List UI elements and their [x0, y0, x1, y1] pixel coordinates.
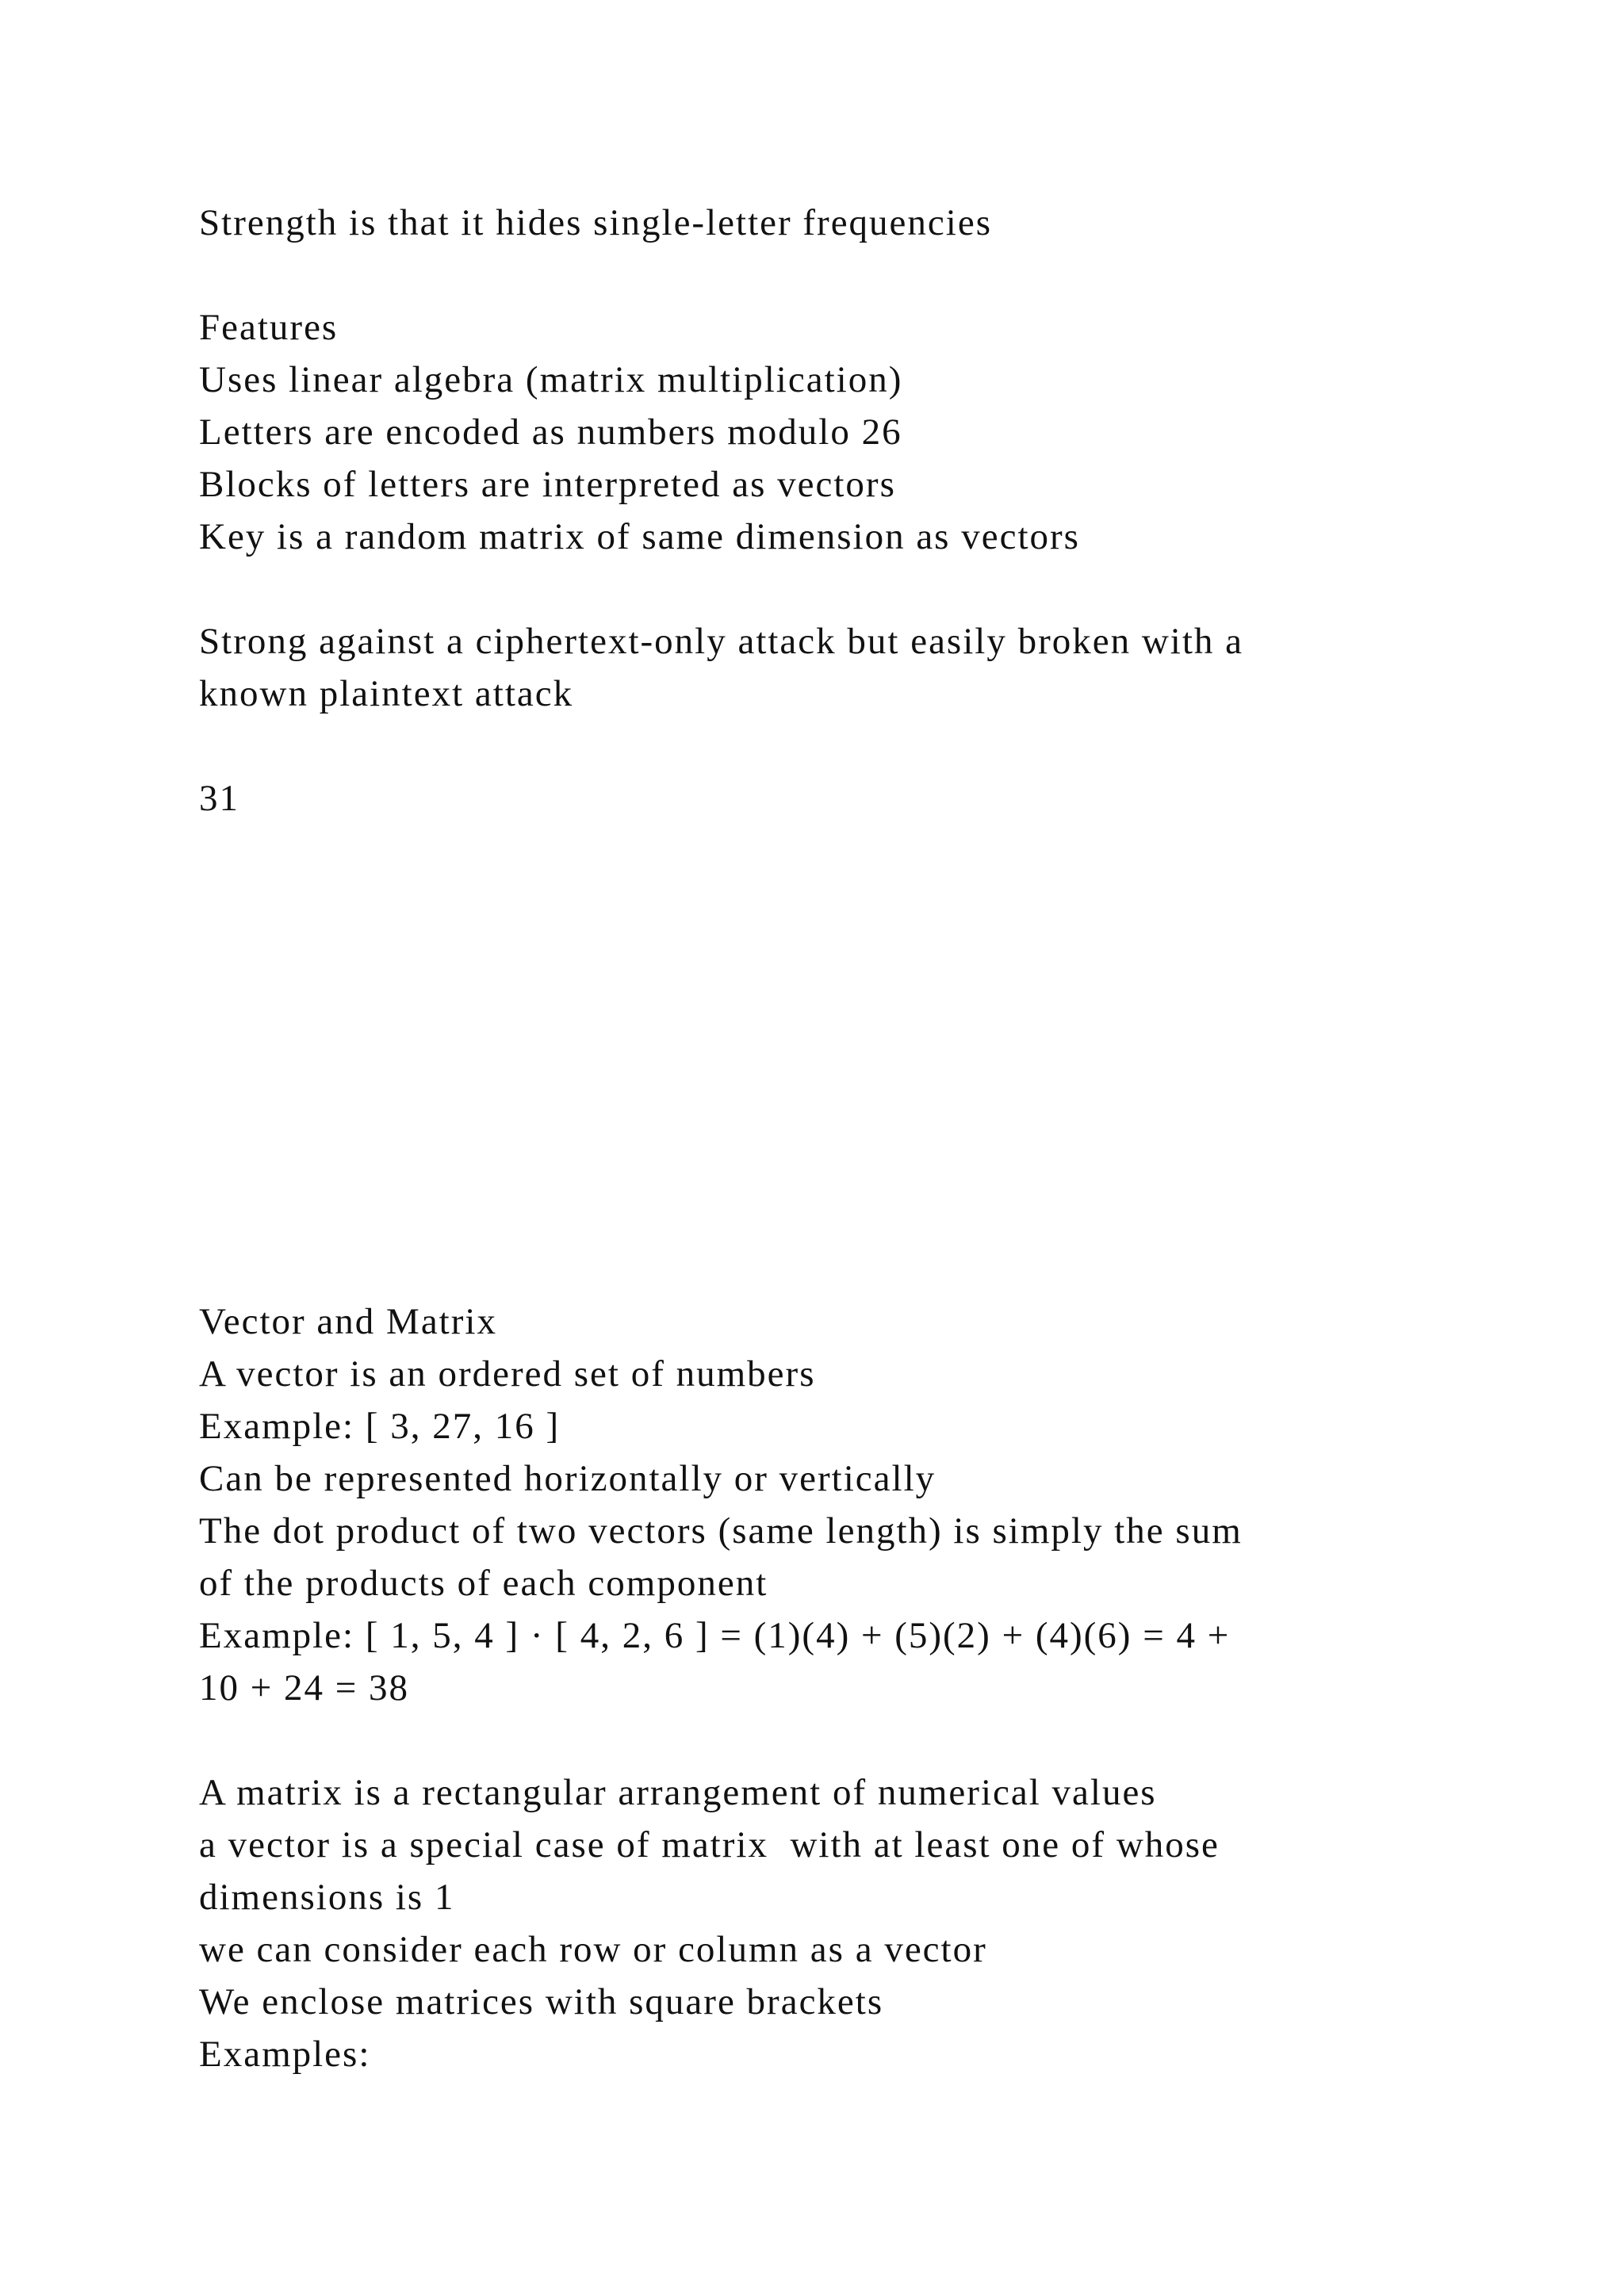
section-heading: Vector and Matrix: [199, 1301, 497, 1342]
body-line: of the products of each component: [199, 1563, 768, 1604]
body-line: Can be represented horizontally or vertically: [199, 1458, 936, 1499]
attack-text: Strong against a ciphertext-only attack but easily broken with a: [199, 621, 1244, 662]
matrix-line: dimensions is 1: [199, 1877, 455, 1918]
page-number: 31: [199, 778, 239, 819]
matrix-line: Examples:: [199, 2034, 371, 2075]
body-line: The dot product of two vectors (same length) is simply the sum: [199, 1510, 1243, 1552]
intro-text: Strength is that it hides single-letter frequencies: [199, 202, 992, 243]
matrix-line: we can consider each row or column as a vector: [199, 1929, 987, 1970]
body-line: Example: [ 3, 27, 16 ]: [199, 1406, 561, 1447]
features-heading: Features: [199, 307, 339, 348]
feature-item: Key is a random matrix of same dimension as vectors: [199, 516, 1080, 557]
body-line: A vector is an ordered set of numbers: [199, 1353, 816, 1395]
attack-text: known plaintext attack: [199, 673, 574, 714]
matrix-line: We enclose matrices with square brackets: [199, 1981, 884, 2022]
body-line: Example: [ 1, 5, 4 ] · [ 4, 2, 6 ] = (1)(4) + (5)(2) + (4)(6) = 4 +: [199, 1615, 1231, 1656]
matrix-line: A matrix is a rectangular arrangement of numerical values: [199, 1772, 1157, 1813]
feature-item: Letters are encoded as numbers modulo 26: [199, 411, 902, 453]
feature-item: Blocks of letters are interpreted as vectors: [199, 464, 896, 505]
body-line: 10 + 24 = 38: [199, 1667, 410, 1709]
matrix-line: a vector is a special case of matrix with at least one of whose: [199, 1824, 1220, 1866]
feature-item: Uses linear algebra (matrix multiplication): [199, 359, 903, 400]
